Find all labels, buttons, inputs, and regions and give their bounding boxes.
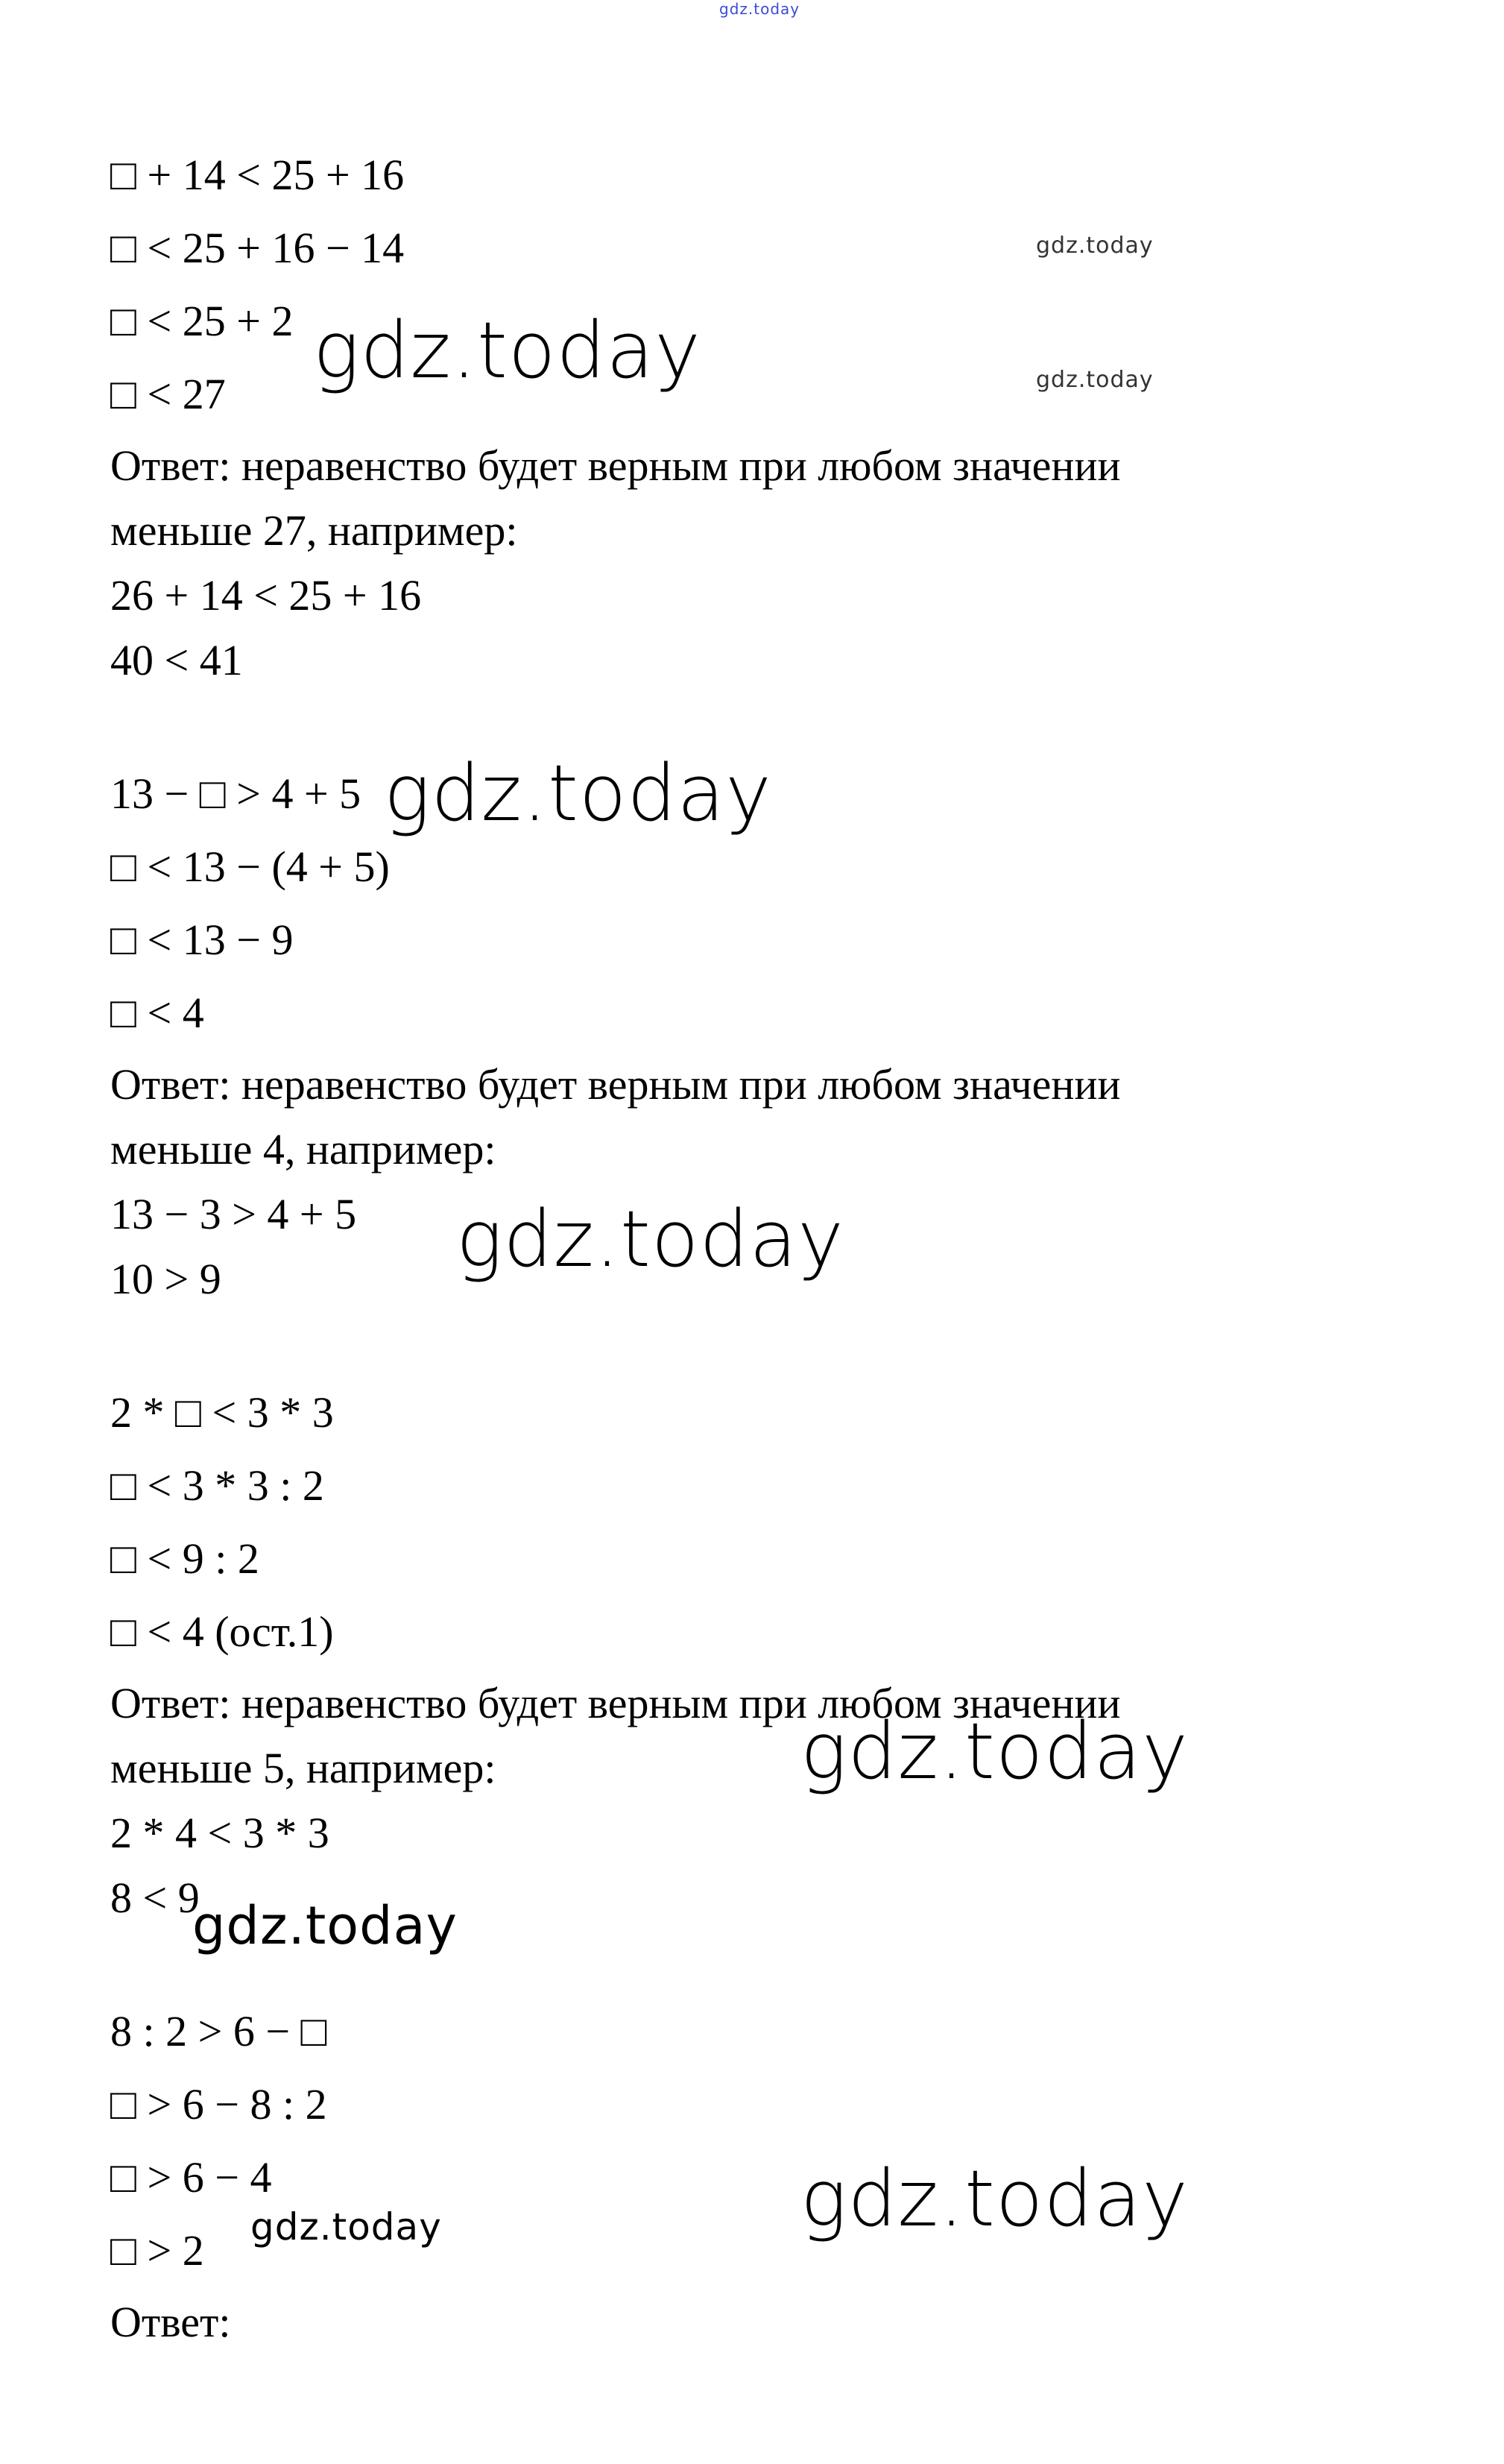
equation-line: 13 − □ > 4 + 5 <box>110 769 361 818</box>
answer-text: Ответ: неравенство будет верным при любом значении <box>110 1679 1121 1727</box>
equation-line: □ < 3 * 3 : 2 <box>110 1461 324 1510</box>
watermark-small: gdz.today <box>1036 367 1154 393</box>
watermark-medium: gdz.today <box>192 1895 458 1956</box>
equation-line: □ > 6 − 4 <box>110 2153 272 2202</box>
equation-line: □ < 4 <box>110 989 204 1037</box>
equation-line: □ < 4 (ост.1) <box>110 1607 334 1656</box>
watermark-large: gdz.today <box>456 1194 844 1285</box>
watermark-large: gdz.today <box>800 2153 1189 2244</box>
equation-line: □ + 14 < 25 + 16 <box>110 151 405 199</box>
equation-line: □ > 6 − 8 : 2 <box>110 2080 327 2129</box>
equation-line: □ < 25 + 16 − 14 <box>110 224 405 272</box>
answer-text: Ответ: неравенство будет верным при любом значении <box>110 441 1121 490</box>
watermark-large: gdz.today <box>384 748 772 839</box>
watermark-top: gdz.today <box>719 0 800 18</box>
watermark-large: gdz.today <box>313 305 701 396</box>
watermark-small: gdz.today <box>1036 233 1154 259</box>
equation-line: □ < 9 : 2 <box>110 1534 259 1583</box>
answer-text: меньше 27, например: <box>110 506 518 555</box>
equation-line: 2 * □ < 3 * 3 <box>110 1388 334 1437</box>
example-line: 26 + 14 < 25 + 16 <box>110 571 422 620</box>
answer-text: меньше 5, например: <box>110 1744 496 1792</box>
answer-text: Ответ: неравенство будет верным при любом значении <box>110 1060 1121 1109</box>
equation-line: □ < 25 + 2 <box>110 297 294 345</box>
example-line: 8 < 9 <box>110 1874 200 1922</box>
example-line: 10 > 9 <box>110 1255 221 1303</box>
watermark-large: gdz.today <box>800 1706 1189 1797</box>
equation-line: □ < 27 <box>110 370 226 418</box>
watermark-small: gdz.today <box>250 2205 442 2249</box>
example-line: 2 * 4 < 3 * 3 <box>110 1809 329 1857</box>
example-line: 40 < 41 <box>110 636 243 684</box>
equation-line: □ < 13 − 9 <box>110 916 294 964</box>
answer-text: меньше 4, например: <box>110 1125 496 1173</box>
example-line: 13 − 3 > 4 + 5 <box>110 1190 357 1238</box>
equation-line: 8 : 2 > 6 − □ <box>110 2007 327 2055</box>
answer-text: Ответ: <box>110 2298 231 2346</box>
equation-line: □ > 2 <box>110 2226 204 2275</box>
equation-line: □ < 13 − (4 + 5) <box>110 842 390 891</box>
